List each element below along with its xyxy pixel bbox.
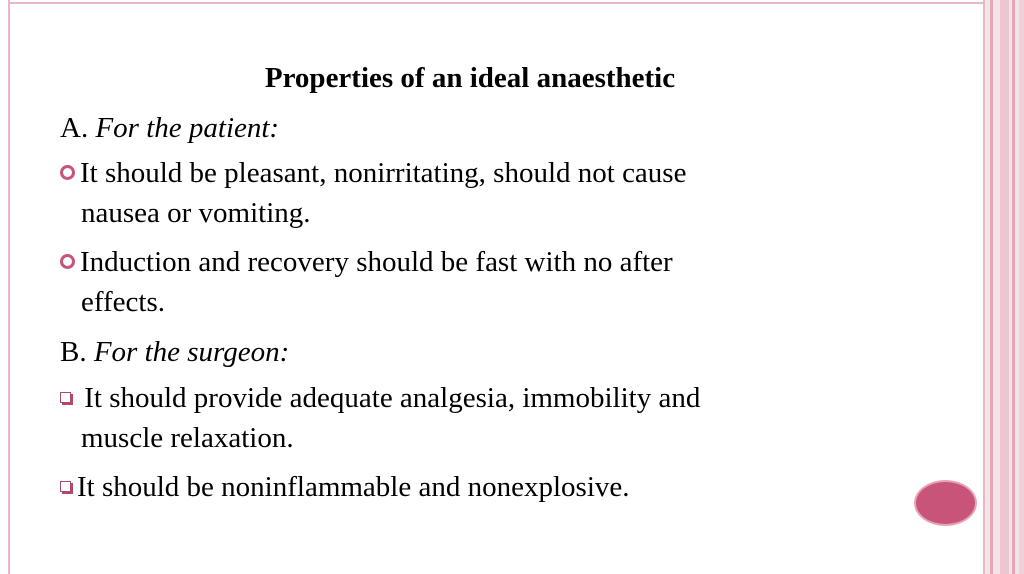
decorative-dot [914,480,977,526]
right-stripe [1000,0,1009,574]
bullet-text: muscle relaxation. [81,422,294,454]
right-stripe [983,0,985,574]
bullet-continuation [81,195,311,231]
top-border-line [8,2,983,4]
section-b-heading [60,334,289,370]
bullet-item [60,244,673,280]
right-stripe [1019,0,1024,574]
bullet-text: Induction and recovery should be fast with no after [80,246,673,278]
right-stripe [1012,0,1015,574]
bullet-text: It should provide adequate analgesia, immobility and [77,382,701,414]
slide-title [0,60,940,96]
bullet-item [60,380,700,416]
slide-title-text: Properties of an ideal anaesthetic [264,62,676,94]
circle-bullet-icon [60,165,75,180]
square-bullet-icon [60,392,71,403]
bullet-text: effects. [81,286,165,318]
square-bullet-icon [60,481,71,492]
right-stripe [990,0,993,574]
bullet-continuation [81,420,294,456]
section-b-letter: B. [60,336,87,368]
section-a-heading-text: For the patient: [95,112,280,144]
section-a-heading [60,110,279,146]
bullet-item [60,469,630,505]
circle-bullet-icon [60,254,75,269]
bullet-item [60,155,686,191]
bullet-continuation [81,284,165,320]
section-b-heading-text: For the surgeon: [93,336,290,368]
section-a-letter: A. [60,112,89,144]
bullet-text: nausea or vomiting. [81,197,311,229]
bullet-text: It should be noninflammable and nonexplosive. [77,471,630,503]
bullet-text: It should be pleasant, nonirritating, should not cause [80,157,687,189]
